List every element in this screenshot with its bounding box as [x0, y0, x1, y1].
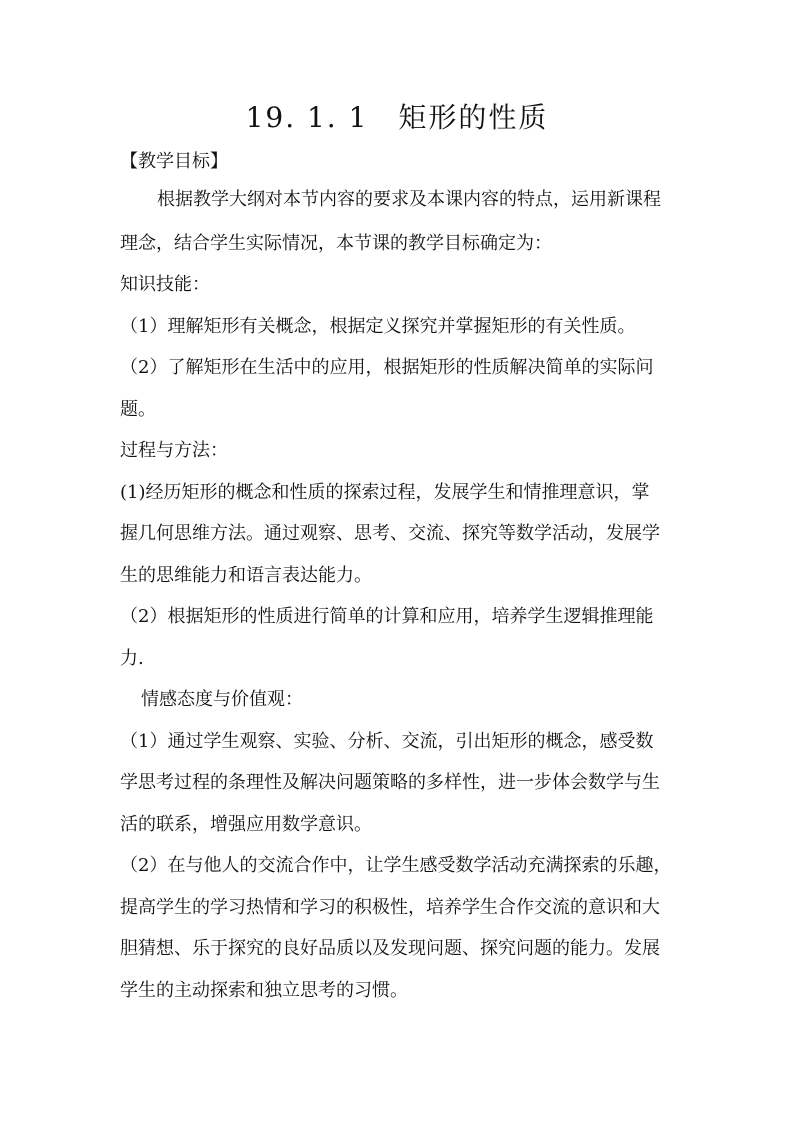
process-item-1-line-2: 握几何思维方法。通过观察、思考、交流、探究等数学活动，发展学 — [120, 523, 660, 544]
knowledge-heading: 知识技能： — [120, 274, 210, 295]
emotion-item-2-line-4: 学生的主动探索和独立思考的习惯。 — [120, 980, 408, 1001]
process-heading: 过程与方法： — [120, 440, 228, 461]
intro-line-1: 根据教学大纲对本节内容的要求及本课内容的特点，运用新课程 — [157, 189, 661, 210]
knowledge-item-2-cont: 题。 — [120, 399, 156, 420]
process-item-2-line-2: 力. — [120, 648, 144, 669]
process-item-1-line-1: (1)经历矩形的概念和性质的探索过程，发展学生和情推理意识，掌 — [120, 482, 650, 503]
process-item-1-line-3: 生的思维能力和语言表达能力。 — [120, 565, 372, 586]
emotion-item-2-line-1: （2）在与他人的交流合作中，让学生感受数学活动充满探索的乐趣， — [120, 855, 672, 876]
emotion-heading: 情感态度与价值观： — [141, 689, 303, 710]
emotion-item-1-line-2: 学思考过程的条理性及解决问题策略的多样性，进一步体会数学与生 — [120, 772, 660, 793]
emotion-item-2-line-3: 胆猜想、乐于探究的良好品质以及发现问题、探究问题的能力。发展 — [120, 938, 660, 959]
emotion-item-1-line-1: （1）通过学生观察、实验、分析、交流，引出矩形的概念，感受数 — [120, 731, 654, 752]
emotion-item-1-line-3: 活的联系，增强应用数学意识。 — [120, 814, 372, 835]
process-item-2-line-1: （2）根据矩形的性质进行简单的计算和应用，培养学生逻辑推理能 — [120, 606, 654, 627]
page-title: 19. 1. 1 矩形的性质 — [245, 101, 549, 134]
intro-line-2: 理念，结合学生实际情况，本节课的教学目标确定为： — [120, 233, 552, 254]
emotion-item-2-line-2: 提高学生的学习热情和学习的积极性，培养学生合作交流的意识和大 — [120, 897, 660, 918]
section-heading: 【教学目标】 — [120, 151, 228, 172]
knowledge-item-1: （1）理解矩形有关概念，根据定义探究并掌握矩形的有关性质。 — [120, 316, 636, 337]
knowledge-item-2: （2）了解矩形在生活中的应用，根据矩形的性质解决简单的实际问 — [120, 357, 654, 378]
